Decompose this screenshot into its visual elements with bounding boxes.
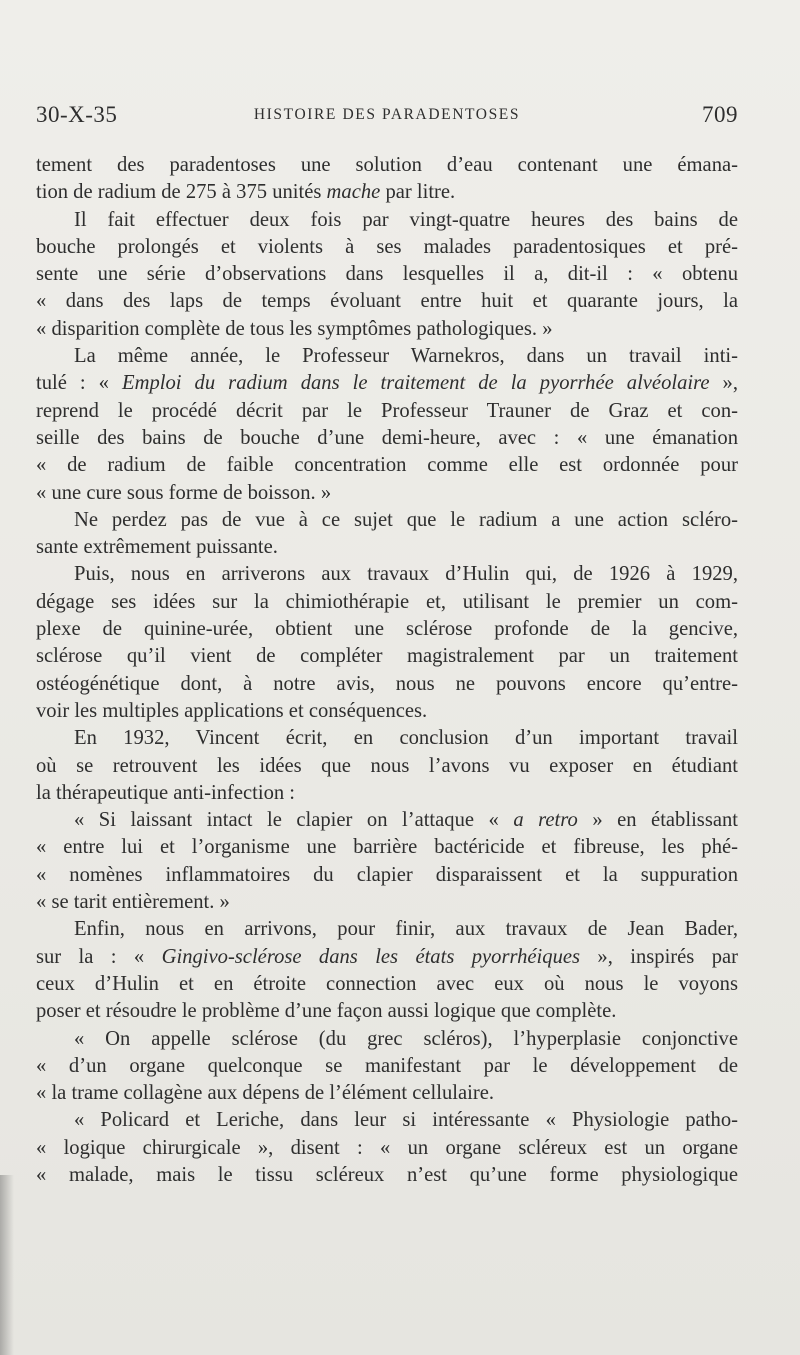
text-segment: « malade, mais le tissu scléreux n’est qu’une forme physiologique: [36, 1163, 738, 1186]
text-line: [36, 534, 738, 561]
text-line: [36, 916, 738, 943]
header-title: HISTOIRE DES PARADENTOSES: [253, 106, 521, 123]
text-line: [36, 753, 738, 780]
text-segment: « de radium de faible concentration comme elle est ordonnée pour: [36, 454, 738, 477]
text-segment: » en établissant: [577, 809, 738, 832]
text-segment: « la trame collagène aux dépens de l’élément cellulaire.: [36, 1082, 494, 1105]
text-line: [36, 343, 738, 370]
text-segment: « disparition complète de tous les symptômes pathologiques. »: [36, 317, 553, 340]
italic-text: Gingivo-sclérose dans les états pyorrhéiques: [161, 945, 581, 968]
text-line: [36, 234, 738, 261]
text-segment: « On appelle sclérose (du grec scléros), l’hyperplasie conjonctive: [74, 1027, 738, 1050]
page-number: 709: [702, 102, 738, 127]
text-segment: En 1932, Vincent écrit, en conclusion d’un important travail: [74, 727, 738, 750]
text-line: [36, 643, 738, 670]
text-segment: « entre lui et l’organisme une barrière bactéricide et fibreuse, les phé-: [36, 836, 738, 859]
text-line: [36, 561, 738, 588]
text-line: [36, 179, 738, 206]
text-segment: « se tarit entièrement. »: [36, 891, 230, 914]
text-segment: « d’un organe quelconque se manifestant par le développement de: [36, 1054, 738, 1077]
text-segment: dégage ses idées sur la chimiothérapie et, utilisant le premier un com-: [36, 590, 738, 613]
text-segment: ostéogénétique dont, à notre avis, nous ne pouvons encore qu’entre-: [36, 672, 738, 695]
text-line: [36, 370, 738, 397]
text-line: [36, 807, 738, 834]
text-segment: la thérapeutique anti-infection :: [36, 781, 296, 804]
text-segment: Ne perdez pas de vue à ce sujet que le radium a une action scléro-: [74, 508, 738, 531]
page-edge-shadow: [0, 1175, 14, 1355]
text-line: [36, 288, 738, 315]
text-segment: tement des paradentoses une solution d’eau contenant une émana-: [36, 154, 738, 176]
text-segment: plexe de quinine-urée, obtient une sclérose profonde de la gencive,: [36, 618, 738, 641]
text-line: [36, 1107, 738, 1134]
text-segment: poser et résoudre le problème d’une façon aussi logique que complète.: [36, 1000, 617, 1023]
text-line: [36, 1135, 738, 1162]
text-line: [36, 862, 738, 889]
text-line: [36, 671, 738, 698]
text-segment: « nomènes inflammatoires du clapier disparaissent et la suppuration: [36, 863, 738, 886]
text-segment: « Si laissant intact le clapier on l’attaque «: [74, 809, 514, 832]
text-line: [36, 971, 738, 998]
text-line: [36, 589, 738, 616]
text-line: [36, 889, 738, 916]
text-segment: sur la : «: [36, 945, 162, 968]
text-line: [36, 834, 738, 861]
text-segment: « logique chirurgicale », disent : « un organe scléreux est un organe: [36, 1136, 738, 1159]
text-line: [36, 452, 738, 479]
text-segment: sclérose qu’il vient de compléter magistralement par un traitement: [36, 645, 738, 668]
text-line: [36, 152, 738, 179]
text-line: [36, 425, 738, 452]
text-line: [36, 207, 738, 234]
text-segment: « Policard et Leriche, dans leur si intéressante « Physiologie patho-: [74, 1109, 738, 1132]
text-segment: bouche prolongés et violents à ses malades paradentosiques et pré-: [36, 235, 738, 258]
text-line: [36, 480, 738, 507]
text-line: [36, 1026, 738, 1053]
text-segment: sante extrêmement puissante.: [36, 536, 278, 559]
text-line: [36, 398, 738, 425]
text-segment: « dans des laps de temps évoluant entre huit et quarante jours, la: [36, 290, 738, 313]
text-line: [36, 1080, 738, 1107]
text-line: [36, 944, 738, 971]
text-segment: Il fait effectuer deux fois par vingt-quatre heures des bains de: [74, 208, 738, 231]
text-line: [36, 261, 738, 288]
text-segment: tulé : «: [36, 372, 123, 395]
text-segment: ceux d’Hulin et en étroite connection avec eux où nous le voyons: [36, 972, 738, 995]
text-segment: reprend le procédé décrit par le Professeur Trauner de Graz et con-: [36, 399, 738, 422]
text-line: [36, 316, 738, 343]
body-text: [36, 152, 738, 1189]
text-segment: sente une série d’observations dans lesquelles il a, dit-il : « obtenu: [36, 263, 738, 286]
text-line: [36, 616, 738, 643]
text-line: [36, 725, 738, 752]
text-segment: Puis, nous en arriverons aux travaux d’Hulin qui, de 1926 à 1929,: [74, 563, 738, 586]
text-segment: voir les multiples applications et conséquences.: [36, 699, 428, 722]
text-segment: « une cure sous forme de boisson. »: [36, 481, 332, 504]
text-segment: où se retrouvent les idées que nous l’avons vu exposer en étudiant: [36, 754, 738, 777]
text-line: [36, 780, 738, 807]
italic-text: a retro: [513, 809, 578, 832]
text-line: [36, 998, 738, 1025]
text-segment: La même année, le Professeur Warnekros, dans un travail inti-: [74, 345, 738, 368]
text-segment: », inspirés par: [580, 945, 738, 968]
text-segment: »,: [709, 372, 738, 395]
italic-text: Emploi du radium dans le traitement de la pyorrhée alvéolaire: [122, 372, 710, 395]
text-line: [36, 698, 738, 725]
text-line: [36, 507, 738, 534]
text-segment: par litre.: [380, 181, 456, 204]
text-segment: tion de radium de 275 à 375 unités: [36, 181, 327, 204]
header-date: 30-X-35: [36, 102, 118, 127]
running-header: [36, 100, 738, 130]
italic-text: mache: [326, 181, 381, 204]
text-segment: seille des bains de bouche d’une demi-heure, avec : « une émanation: [36, 426, 738, 449]
text-segment: Enfin, nous en arrivons, pour finir, aux travaux de Jean Bader,: [74, 918, 738, 941]
text-line: [36, 1053, 738, 1080]
text-line: [36, 1162, 738, 1189]
